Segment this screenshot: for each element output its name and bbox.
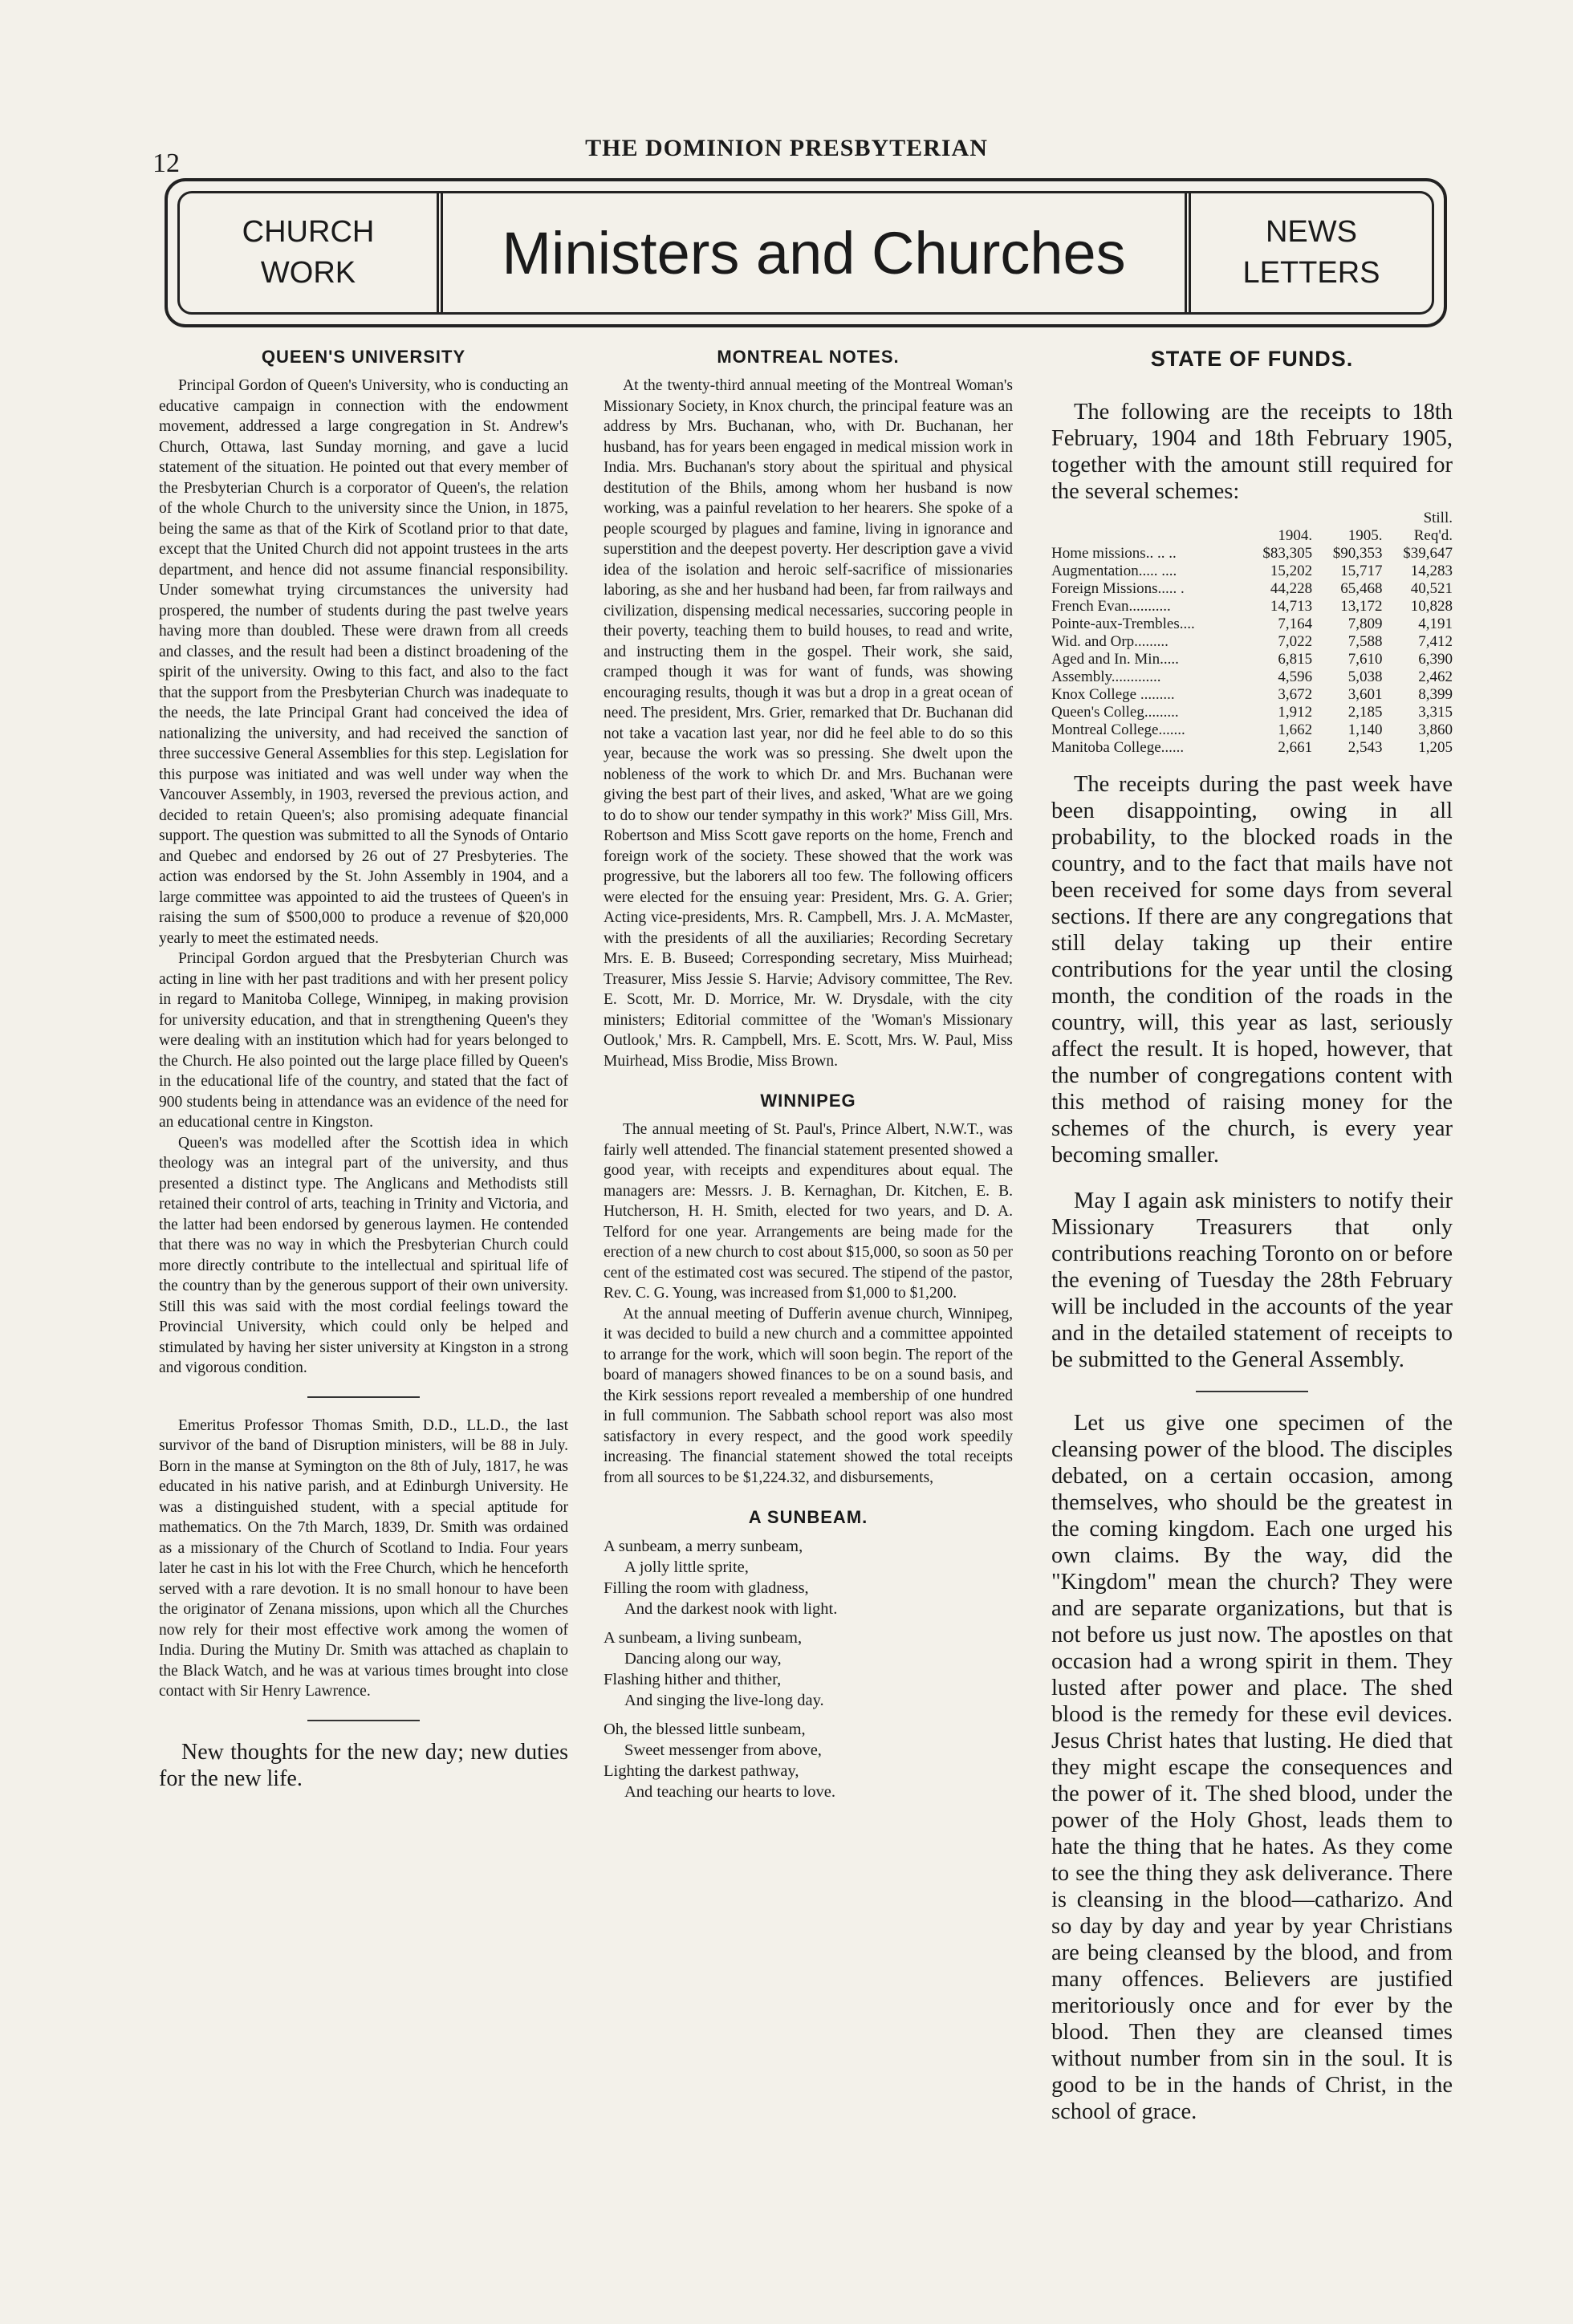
- section-banner: [165, 178, 1447, 327]
- article-paragraph: At the twenty-third annual meeting of the Montreal Woman's Missionary Society, in Knox church, the principal feature was an address by Mrs. Buchanan, who, with Dr. Buchanan, her husband, has for years been engaged in medical mission work in India. Mrs. Buchanan's story about the spiritual and physical destitution of the Bhils, among whom her husband is now working, was a painful revelation to her hearers. She spoke of a people scourged by plagues and famine, living in ignorance and superstition and the deepest poverty. Her description gave a vivid idea of the isolation and heroic self-sacrifice of missionaries laboring, as she and her husband had been, far from railways and civilization, dispensing medical necessaries, succoring people in their poverty, teaching them to build houses, to read and write, and instructing them in the gospel. Their work, she said, cramped though it was for want of funds, was showing encouraging results, though it was but a drop in a great ocean of need. The president, Mrs. Grier, remarked that Dr. Buchanan did not take a vacation last year, nor did he feel able to do so this year, because the work was so pressing. She dwelt upon the nobleness of the work to which Dr. and Mrs. Buchanan were giving the best part of their lives, and asked, 'What are we going to do to show our tender sympathy in this work?' Miss Gill, Mrs. Robertson and Miss Scott gave reports on the home, French and foreign work of the society. These showed that the work was progressive, but the laborers all too few. The following officers were elected for the ensuing year: President, Mrs. G. A. Grier; Acting vice-presidents, Mrs. R. Campbell, Mrs. J. A. McMaster, with the presidents of all the auxiliaries; Recording Secretary Mrs. E. B. Buseed; Corresponding secretary, Miss Muirhead; Treasurer, Miss Jessie S. Harvie; Advisory committee, The Rev. E. Scott, Mr. D. Morrice, Mr. W. Drysdale, with the city ministers; Editorial committee of the 'Woman's Missionary Outlook,' Mrs. R. Campbell, Mrs. E. Scott, Mrs. W. Paul, Miss Muirhead, Miss Brodie, Miss Brown.: [604, 377, 1013, 1070]
- page-number: 12: [152, 148, 180, 178]
- funds-table: [1051, 510, 1453, 757]
- fund-name: Pointe-aux-Trembles....: [1051, 616, 1195, 632]
- value-1904: $83,305: [1262, 545, 1313, 562]
- table-row: [1051, 633, 1453, 651]
- column-middle: [604, 347, 1013, 1810]
- table-row: [1051, 616, 1453, 633]
- value-1905: 7,610: [1347, 651, 1383, 668]
- poem-stanza: [604, 1536, 1013, 1619]
- value-1904: 6,815: [1278, 651, 1313, 668]
- value-required: 2,462: [1418, 668, 1453, 685]
- poem-stanza: [604, 1719, 1013, 1802]
- state-of-funds-heading: STATE OF FUNDS.: [1150, 347, 1354, 371]
- poem-line: Sweet messenger from above,: [624, 1741, 822, 1759]
- article-paragraph: The receipts during the past week have been disappointing, owing in all probability, to the blocked roads in the country, and to the fact that mails have not been received for some days from several sections. If there are any congregations that still delay taking up their entire contributions for the year until the closing month, the condition of the roads in the country, will, this year as last, seriously affect the result. It is hoped, however, that the number of congregations content with this method of raising money for the schemes of the church, is every year becoming smaller.: [1051, 772, 1453, 1168]
- poem-title: A SUNBEAM.: [748, 1507, 868, 1527]
- value-1905: 5,038: [1347, 668, 1383, 685]
- value-required: $39,647: [1403, 545, 1453, 562]
- poem-stanza: [604, 1627, 1013, 1711]
- poem-line: And the darkest nook with light.: [624, 1600, 838, 1618]
- value-1904: 1,662: [1278, 721, 1313, 738]
- poem-line: Flashing hither and thither,: [604, 1671, 782, 1688]
- montreal-notes-heading: MONTREAL NOTES.: [717, 347, 900, 367]
- fund-name: Foreign Missions..... .: [1051, 580, 1185, 597]
- value-1905: 2,185: [1347, 704, 1383, 721]
- value-1905: 15,717: [1340, 563, 1383, 579]
- table-row: [1051, 704, 1453, 721]
- banner-title: Ministers and Churches: [502, 219, 1126, 286]
- winnipeg-heading: WINNIPEG: [760, 1091, 856, 1111]
- poem: [604, 1536, 1013, 1802]
- value-1904: 7,164: [1278, 616, 1313, 632]
- table-row: [1051, 545, 1453, 563]
- table-row: [1051, 598, 1453, 616]
- banner-right-line-1: NEWS: [1265, 214, 1357, 249]
- value-required: 14,283: [1410, 563, 1453, 579]
- obituary-paragraph: Emeritus Professor Thomas Smith, D.D., LL.D., the last survivor of the band of Disruption ministers, will be 88 in July. Born in the manse at Symington on the 8th of July, 1817, he was educated in his native parish, and at Edinburgh University. He was a distinguished student, with a special aptitude for mathematics. On the 7th March, 1839, Dr. Smith was ordained as a missionary of the Church of Scotland to India. Four years later he cast in his lot with the Free Church, which he henceforth served with a rare devotion. It is no small honour to have been the originator of Zenana missions, upon which all the Churches now rely for their most effective work among the women of India. During the Mutiny Dr. Smith was attached as chaplain to the Black Watch, and he was at various times brought into close contact with Sir Henry Lawrence.: [159, 1416, 568, 1700]
- table-row: [1051, 721, 1453, 739]
- poem-line: Filling the room with gladness,: [604, 1579, 809, 1597]
- table-row: [1051, 668, 1453, 686]
- banner-right-line-2: LETTERS: [1242, 256, 1380, 290]
- column-header-1904: 1904.: [1278, 527, 1313, 544]
- divider-rule: [307, 1396, 420, 1398]
- banner-right-box: [1185, 193, 1432, 312]
- value-1905: 1,140: [1347, 721, 1383, 738]
- column-right: [1051, 347, 1453, 2125]
- fund-name: Manitoba College......: [1051, 739, 1185, 756]
- value-1904: 7,022: [1278, 633, 1313, 650]
- banner-frame: [177, 191, 1434, 315]
- poem-line: A jolly little sprite,: [624, 1558, 749, 1576]
- value-required: 3,315: [1418, 704, 1453, 721]
- fund-name: Assembly.............: [1051, 668, 1161, 685]
- poem-line: And teaching our hearts to love.: [624, 1783, 836, 1801]
- fund-name: Montreal College.......: [1051, 721, 1185, 738]
- poem-line: Lighting the darkest pathway,: [604, 1762, 799, 1780]
- value-required: 6,390: [1418, 651, 1453, 668]
- value-1905: 7,809: [1347, 616, 1383, 632]
- poem-line: And singing the live-long day.: [624, 1692, 824, 1709]
- fund-name: Aged and In. Min.....: [1051, 651, 1179, 668]
- table-row: [1051, 580, 1453, 598]
- queens-university-heading: QUEEN'S UNIVERSITY: [261, 347, 466, 367]
- value-1905: 65,468: [1340, 580, 1383, 597]
- divider-rule: [1196, 1391, 1308, 1392]
- value-1905: $90,353: [1332, 545, 1383, 562]
- value-1904: 1,912: [1278, 704, 1313, 721]
- banner-left-line-1: CHURCH: [242, 214, 375, 249]
- value-1905: 3,601: [1347, 686, 1383, 703]
- column-header-1905: 1905.: [1347, 527, 1383, 544]
- poem-line: Oh, the blessed little sunbeam,: [604, 1721, 806, 1738]
- closing-motto: New thoughts for the new day; new duties for the new life.: [159, 1739, 568, 1791]
- fund-name: Augmentation..... ....: [1051, 563, 1177, 579]
- table-row: [1051, 739, 1453, 757]
- value-1904: 2,661: [1278, 739, 1313, 756]
- fund-name: Wid. and Orp.........: [1051, 633, 1169, 650]
- value-required: 8,399: [1418, 686, 1453, 703]
- divider-rule: [307, 1720, 420, 1721]
- banner-left-box: [180, 193, 443, 312]
- value-required: 1,205: [1418, 739, 1453, 756]
- article-paragraph: The annual meeting of St. Paul's, Prince Albert, N.W.T., was fairly well attended. The financial statement presented showed a good year, with receipts and expenditures about equal. The managers are: Messrs. J. B. Kernaghan, Dr. Kitchen, E. B. Hutcherson, H. H. Smith, elected for two years, and D. A. Telford for one year. Arrangements are being made for the erection of a new church to cost about $15,000, so soon as 50 per cent of the estimated cost was secured. The stipend of the pastor, Rev. C. G. Young, was increased from $1,000 to $1,200.: [604, 1121, 1013, 1302]
- value-1904: 3,672: [1278, 686, 1313, 703]
- article-paragraph: Principal Gordon of Queen's University, who is conducting an educative campaign in connection with the endowment movement, addressed a large congregation in St. Andrew's Church, Ottawa, last Sunday morning, and gave a lucid statement of the situation. He pointed out that every member of the Presbyterian Church is a corporator of Queen's, the relation of the whole Church to the university since the Union, in 1875, being the same as that of the Kirk of Scotland prior to that date, except that the United Church did not appoint trustees in the arts department, and hence did not assume financial responsibility. Under somewhat trying circumstances the university had prospered, the number of students during the past twelve years having more than doubled. These were drawn from all creeds and classes, and the result had been a distinct broadening of the spirit of the university. Owing to this fact, and also to the fact that the support from the Presbyterian Church was inadequate to the needs, the late Principal Grant had conceived the idea of nationalizing the university, and had received the sanction of three successive General Assemblies for this step. Legislation for this purpose was initiated and was well under way when the Vancouver Assembly, in 1903, reversed the previous action, and decided to retain Queen's; also promising adequate financial support. The question was submitted to all the Synods of Ontario and Quebec and endorsed by 26 out of 27 Presbyteries. The action was endorsed by the St. John Assembly in 1904, and a large committee was appointed to aid the trustees of Queen's in raising the sum of $500,000 to produce a revenue of $20,000 yearly to meet the estimated needs.: [159, 377, 568, 947]
- table-row: [1051, 686, 1453, 704]
- banner-left-line-2: WORK: [260, 256, 356, 290]
- poem-line: A sunbeam, a living sunbeam,: [604, 1629, 803, 1647]
- value-1905: 13,172: [1340, 598, 1383, 615]
- article-paragraph: Principal Gordon argued that the Presbyterian Church was acting in line with her past traditions and with her present policy in regard to Manitoba College, Winnipeg, in making provision for university education, and that in strengthening Queen's they were dealing with an institution which had for years belonged to the Church. He also pointed out the large place filled by Queen's in the educational life of the country, and stated that the fact of 900 students being in attendance was an evidence of the need for an educational centre in Kingston.: [159, 950, 568, 1131]
- fund-name: Home missions.. .. ..: [1051, 545, 1177, 562]
- value-required: 40,521: [1410, 580, 1453, 597]
- table-header-row: [1051, 527, 1453, 545]
- fund-name: Knox College .........: [1051, 686, 1175, 703]
- value-1904: 44,228: [1270, 580, 1313, 597]
- value-1905: 2,543: [1347, 739, 1383, 756]
- value-1904: 4,596: [1278, 668, 1313, 685]
- value-required: 7,412: [1418, 633, 1453, 650]
- fund-name: Queen's Colleg.........: [1051, 704, 1179, 721]
- article-paragraph: Queen's was modelled after the Scottish idea in which theology was an integral part of the university, and thus presented a distinct type. The Anglicans and Methodists still retained their control of arts, teaching in Trinity and Victoria, and the latter had been endorsed by generous laymen. He contended that there was no way in which the Presbyterian Church could more directly contribute to the intellectual and spiritual life of the country than by the generous support of their own university. Still this was said with the most cordial feelings toward the Provincial University, which could only be helped and stimulated by having her sister university at Kingston in a strong and vigorous condition.: [159, 1134, 568, 1376]
- still-label: Still.: [1423, 510, 1453, 526]
- article-paragraph: Let us give one specimen of the cleansing power of the blood. The disciples debated, on a certain occasion, among themselves, who should be the greatest in the coming kingdom. Each one urged his own claims. By the way, did the "Kingdom" mean the church? They were and are separate organizations, but that is not before us just now. The apostles on that occasion had a wrong spirit in them. They lusted after power and place. The shed blood is the remedy for these evil devices. Jesus Christ hates that lusting. He died that they might escape the consequences and the power of it. The shed blood, under the power of the Holy Ghost, leads them to hate the thing that he hates. As they come to see the thing they ask deliverance. There is cleansing in the blood—catharizo. And so day by day and year by year Christians are being cleansed by the blood, and from many offences. Believers are justified meritoriously once and for ever by the blood. Then they are cleansed times without number from sin in the soul. It is good to be in the hands of Christ, in the school of grace.: [1051, 1411, 1453, 2124]
- poem-line: A sunbeam, a merry sunbeam,: [604, 1538, 803, 1555]
- table-row: [1051, 563, 1453, 580]
- table-header-row: [1051, 510, 1453, 527]
- value-required: 10,828: [1410, 598, 1453, 615]
- funds-intro: The following are the receipts to 18th February, 1904 and 18th February 1905, together with the amount still required for the several schemes:: [1051, 400, 1453, 504]
- value-required: 4,191: [1418, 616, 1453, 632]
- value-1904: 14,713: [1270, 598, 1313, 615]
- article-paragraph: May I again ask ministers to notify their Missionary Treasurers that only contributions reaching Toronto on or before the evening of Tuesday the 28th February will be included in the accounts of the year and in the detailed statement of receipts to be submitted to the General Assembly.: [1051, 1188, 1453, 1372]
- value-1904: 15,202: [1270, 563, 1313, 579]
- value-1905: 7,588: [1347, 633, 1383, 650]
- column-left: [159, 347, 568, 1792]
- value-required: 3,860: [1418, 721, 1453, 738]
- table-row: [1051, 651, 1453, 668]
- running-head: THE DOMINION PRESBYTERIAN: [585, 135, 988, 161]
- article-paragraph: At the annual meeting of Dufferin avenue church, Winnipeg, it was decided to build a new church and a committee appointed to arrange for the work, which will soon begin. The report of the board of managers showed finances to be on a sound basis, and the Kirk sessions report revealed a membership of one hundred in full communion. The Sabbath school report was also most satisfactory in every respect, and the good work speedily increasing. The financial statement showed the total receipts from all sources to be $1,224.32, and disbursements,: [604, 1305, 1013, 1486]
- poem-line: Dancing along our way,: [624, 1650, 782, 1668]
- column-header-required: Req'd.: [1413, 527, 1453, 544]
- fund-name: French Evan...........: [1051, 598, 1171, 615]
